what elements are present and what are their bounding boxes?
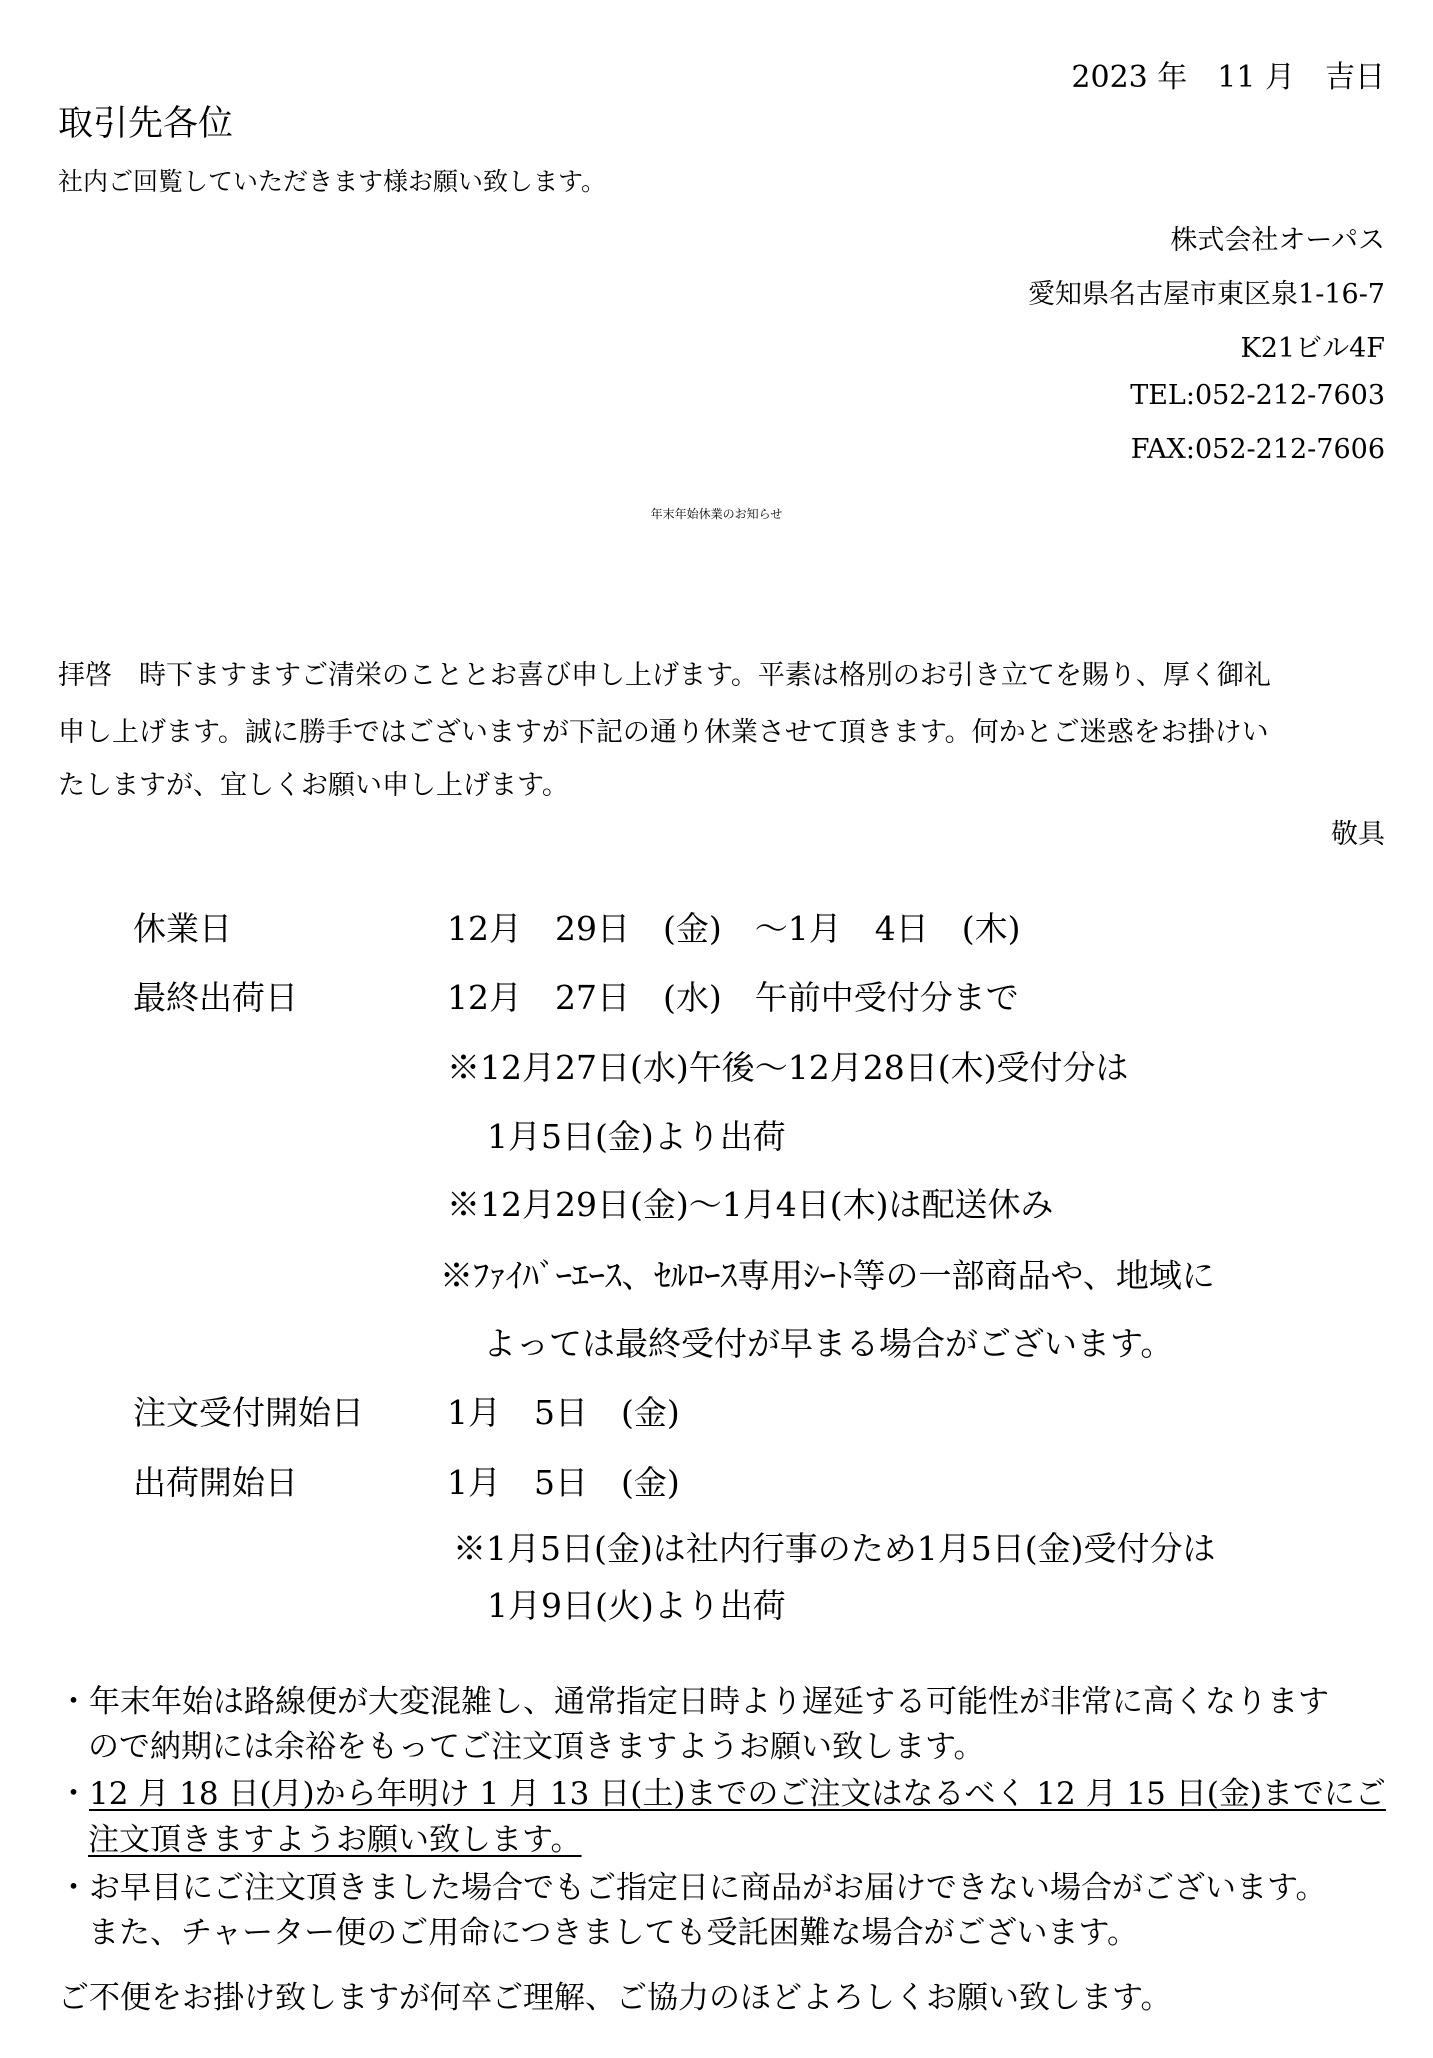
letter-date: 2023 年 11 月 吉日 (1071, 60, 1385, 95)
last-shipping-label: 最終出荷日 (133, 978, 298, 1017)
holiday-value: 12月 29日 (金) ～1月 4日 (木) (447, 909, 1021, 948)
recipient: 取引先各位 (58, 104, 234, 144)
sender-fax: FAX:052-212-7606 (1130, 434, 1385, 465)
bullet-1-line-1: ・年末年始は路線便が大変混雑し、通常指定日時より遅延する可能性が非常に高くなります (58, 1684, 1329, 1720)
last-shipping-note-2: ※12月29日(金)～1月4日(木)は配送休み (447, 1185, 1054, 1224)
shipping-start-value: 1月 5日 (金) (447, 1463, 680, 1502)
closing-word: 敬具 (1331, 819, 1385, 850)
shipping-start-label: 出荷開始日 (133, 1463, 298, 1502)
bullet-1-line-2: ので納期には余裕をもってご注文頂きますようお願い致します。 (88, 1729, 985, 1765)
last-shipping-value: 12月 27日 (水) 午前中受付分まで (447, 978, 1019, 1017)
sender-tel: TEL:052-212-7603 (1130, 380, 1385, 411)
sender-company: 株式会社オーパス (1170, 225, 1385, 256)
bullet-2-line-1 (58, 1768, 1386, 1813)
bullet-3-line-2: また、チャーター便のご用命につきましても受託困難な場合がございます。 (88, 1915, 1138, 1951)
bullet-2-text: 12 月 18 日(月)から年明け 1 月 13 日(土)までのご注文はなるべく 12 月 15 日(金)までにご (89, 1776, 1386, 1812)
shipping-start-note: ※1月5日(金)は社内行事のため1月5日(金)受付分は (453, 1529, 1216, 1568)
order-start-value: 1月 5日 (金) (447, 1393, 680, 1432)
holiday-label: 休業日 (133, 909, 232, 948)
last-shipping-note-1: ※12月27日(水)午後～12月28日(木)受付分は (447, 1048, 1129, 1087)
body-line-1: 拝啓 時下ますますご清栄のこととお喜び申し上げます。平素は格別のお引き立てを賜り、厚く御礼 (58, 660, 1271, 691)
last-shipping-note-3b: よっては最終受付が早まる場合がございます。 (483, 1324, 1174, 1363)
last-shipping-note-3: ※ﾌｧｲﾊﾞｰｴｰｽ、ｾﾙﾛｰｽ専用ｼｰﾄ等の一部商品や、地域に (440, 1256, 1215, 1295)
sender-address-line2: K21ビル4F (1240, 333, 1385, 364)
bullet-2-marker: ・ (58, 1776, 89, 1812)
body-line-2: 申し上げます。誠に勝手ではございますが下記の通り休業させて頂きます。何かとご迷惑をお掛けい (58, 717, 1269, 748)
page-title: 年末年始休業のお知らせ (650, 507, 783, 521)
order-start-label: 注文受付開始日 (133, 1393, 364, 1432)
circulation-request: 社内ご回覧していただきます様お願い致します。 (58, 167, 607, 196)
body-line-3: たしますが、宜しくお願い申し上げます。 (58, 770, 569, 801)
bullet-2-line-2: 注文頂きますようお願い致します。 (88, 1822, 582, 1858)
shipping-start-note-b: 1月9日(火)より出荷 (487, 1586, 786, 1625)
sender-address-line1: 愛知県名古屋市東区泉1-16-7 (1028, 279, 1385, 310)
bullet-3-line-1: ・お早目にご注文頂きました場合でもご指定日に商品がお届けできない場合がございます。 (58, 1870, 1327, 1906)
final-message: ご不便をお掛け致しますが何卒ご理解、ご協力のほどよろしくお願い致します。 (58, 1980, 1172, 2016)
last-shipping-note-1b: 1月5日(金)より出荷 (487, 1117, 786, 1156)
